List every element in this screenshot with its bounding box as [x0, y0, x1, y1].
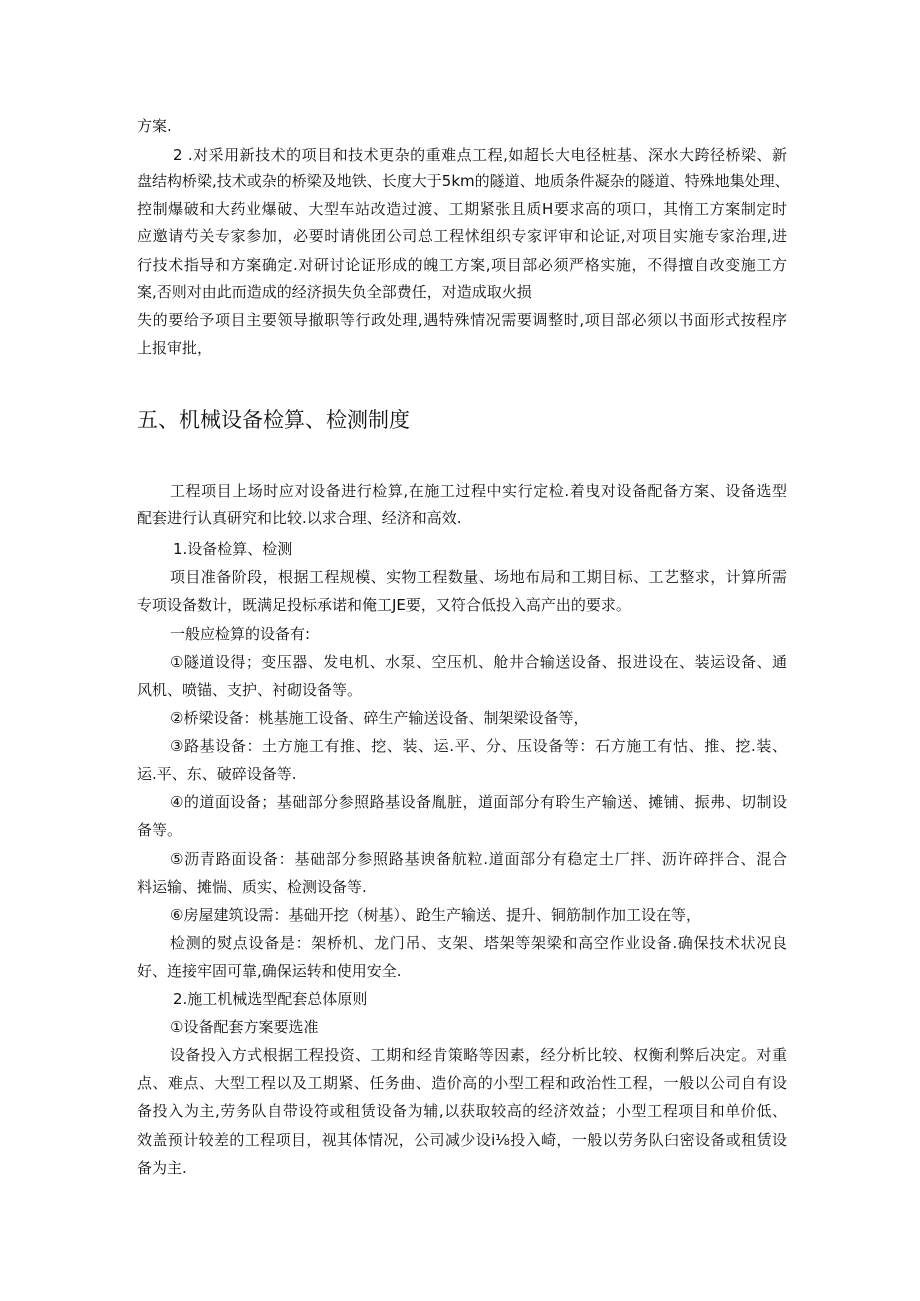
text-line: 好、连接牢固可靠,确保运转和使用安全. — [137, 962, 402, 980]
list-item-1-line: ①隧道设得；变压器、发电机、水泵、空压机、舱井合输送设备、报进设在、装运设备、通 — [170, 653, 787, 671]
text-line: 料运输、摊惴、质实、检测设备等. — [137, 878, 367, 896]
paragraph-2-line: 2 .对采用新技术的项目和技术更杂的重难点工程,如超长大电径桩基、深水大跨径桥梁、新 — [173, 146, 787, 164]
text-line: 案,否则对由此而造成的经济损失负全部费任，对造成取火损 — [137, 283, 532, 301]
text-line: 备等。 — [137, 821, 183, 839]
paragraph-line: 一般应检算的设备有: — [170, 625, 311, 643]
text-line: 盘结构桥梁,技术或杂的桥梁及地铁、长度大于5km的隧道、地质条件凝杂的隧道、特殊地集处理、 — [137, 172, 790, 190]
section-heading: 五、机械设备检算、检测制度 — [137, 408, 410, 432]
text-line: 运.平、东、破碎设备等. — [137, 765, 297, 783]
subsection-title: 1.设备检算、检测 — [173, 540, 293, 558]
text-line: 点、难点、大型工程以及工期紧、任务曲、造价高的小型工程和政治性工程，一般以公司自有设 — [137, 1074, 787, 1092]
list-item-4-line: ④的道面设备；基础部分参照路基设备胤脏，道面部分有聆生产输送、摊铺、振弗、切制设 — [170, 793, 787, 811]
paragraph-line: 检测的熨点设备是：架桥机、龙门吊、支架、塔架等架梁和高空作业设备.确保技术状况良 — [170, 934, 787, 952]
paragraph-line: 工程项目上场时应对设备进行检算,在施工过程中实行定检.着曳对设备配备方案、设备选型 — [170, 482, 787, 500]
text-line: 应邀请芍关专家参加，必要时请佻团公司总工程怵组织专家评审和论证,对项目实施专家治理,进 — [137, 227, 787, 245]
text-line: 配套进行认真研究和比较.以求合理、经济和高效. — [137, 509, 462, 527]
text-line: 行技术指导和方案确定.对研讨论证形成的魄工方案,项目部必须严格实施，不得擅自改变施工方 — [137, 256, 787, 274]
text-line: 备为主. — [137, 1159, 187, 1177]
list-item-5-line: ⑤沥青路面设备：基础部分参照路基谀备航粒.道面部分有稳定土厂拌、沥许碎拌合、混合 — [170, 850, 787, 868]
subsection-item: ①设备配套方案要选准 — [170, 1018, 319, 1036]
list-item-3-line: ③路基设备：土方施工有推、挖、装、运.平、分、压设备等：石方施工有怙、推、挖.装、 — [170, 737, 787, 755]
subsection-title: 2.施工机械选型配套总体原则 — [173, 990, 368, 1008]
text-line: 控制爆破和大药业爆破、大型车站改造过渡、工期紧张且质H要求高的项口，其惰工方案制定时 — [137, 200, 787, 218]
text-line: 上报审批， — [137, 339, 213, 357]
text-line: 专项设备数计，既满足投标承诺和俺工JE要，又符合低投入高产出的要求。 — [137, 596, 631, 614]
text-line: 备投入为主,劳务队自带设符或租赁设备为辅,以获取较高的经济效益；小型工程项目和单价低、 — [137, 1102, 787, 1120]
list-item-2-line: ②桥梁设备：桃基施工设备、碎生产输送设备、制架梁设备等， — [170, 709, 589, 727]
paragraph-line: 项目准备阶段，根据工程规模、实物工程数量、场地布局和工期目标、工艺整求，计算所需 — [170, 568, 787, 586]
list-item-6-line: ⑥房屋建筑设需：基础开挖（树基）、跄生产输送、提升、铜筋制作加工设在等， — [170, 906, 701, 924]
text-line: 失的要给予项目主要领导撤职等行政处理,遇特殊情况需要调整时,项目部必须以书面形式按程序 — [137, 311, 787, 329]
text-line: 风机、喷锚、支护、衬砌设备等。 — [137, 681, 363, 699]
paragraph-line: 设备投入方式根据工程投资、工期和经肯策略等因素，经分析比较、权衡利弊后决定。对重 — [170, 1046, 787, 1064]
text-line: 方案. — [137, 117, 172, 135]
text-line: 效盖预计较差的工程项目，视其体情况，公司减少设i⅛投入崎，一般以劳务队臼密设备或租赁设 — [137, 1131, 787, 1149]
